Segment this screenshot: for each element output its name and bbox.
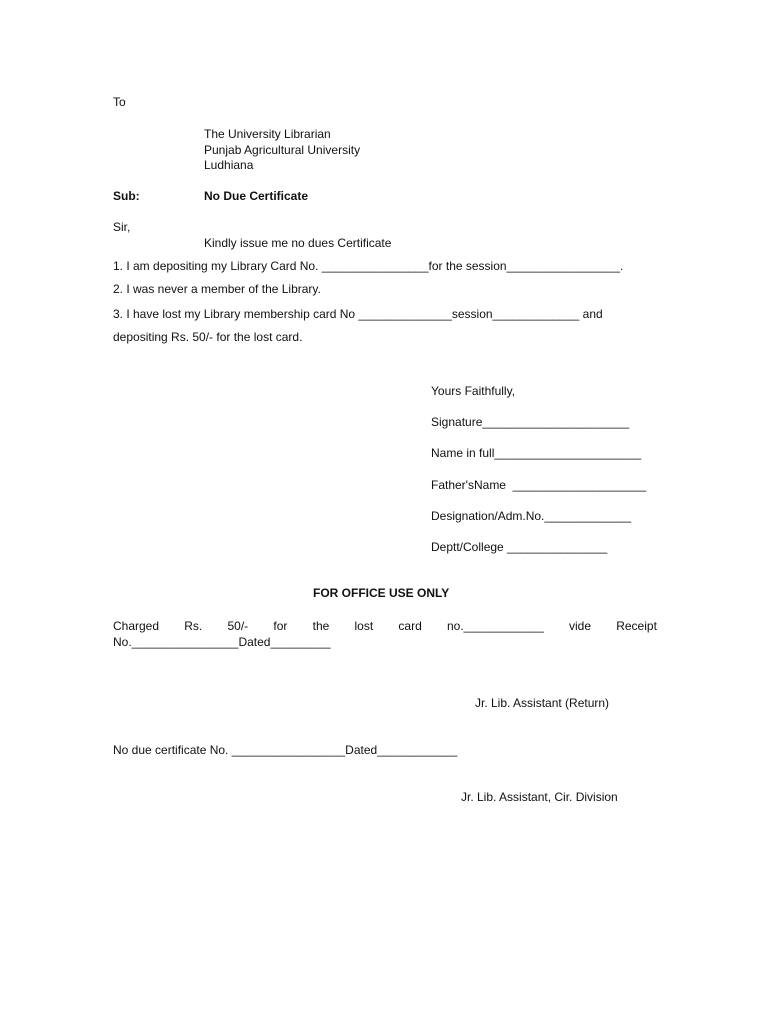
subject-label: Sub:	[113, 189, 140, 203]
charged-word: lost	[354, 619, 374, 633]
charged-line-continued: No.________________Dated_________	[113, 635, 331, 649]
option-1: 1. I am depositing my Library Card No. ________________for the session_________________.	[113, 259, 624, 273]
charged-word: Receipt	[616, 619, 657, 633]
no-due-certificate-line: No due certificate No. _________________Dated____________	[113, 743, 458, 757]
office-use-heading: FOR OFFICE USE ONLY	[313, 586, 450, 600]
charged-word: for	[273, 619, 288, 633]
option-2: 2. I was never a member of the Library.	[113, 282, 321, 296]
addressee-line-1: The University Librarian	[204, 127, 331, 141]
return-assistant-sign: Jr. Lib. Assistant (Return)	[475, 696, 610, 710]
closing: Yours Faithfully,	[431, 384, 516, 398]
circulation-assistant-sign: Jr. Lib. Assistant, Cir. Division	[461, 790, 618, 804]
request-text: Kindly issue me no dues Certificate	[204, 236, 392, 250]
addressee-line-3: Ludhiana	[204, 158, 254, 172]
option-3: 3. I have lost my Library membership card No ______________session_____________ and	[113, 307, 603, 321]
charged-line	[113, 619, 657, 633]
addressee-line-2: Punjab Agricultural University	[204, 143, 361, 157]
designation-field: Designation/Adm.No._____________	[431, 509, 632, 523]
charged-word: the	[312, 619, 330, 633]
charged-word: vide	[568, 619, 591, 633]
subject-text: No Due Certificate	[204, 189, 309, 203]
charged-word: Charged	[113, 619, 160, 633]
department-field: Deptt/College _______________	[431, 540, 608, 554]
option-3-continued: depositing Rs. 50/- for the lost card.	[113, 330, 303, 344]
greeting: Sir,	[113, 220, 131, 234]
charged-word: Rs.	[184, 619, 203, 633]
name-field: Name in full______________________	[431, 446, 642, 460]
charged-word: 50/-	[227, 619, 249, 633]
signature-field: Signature______________________	[431, 415, 630, 429]
charged-word: no.____________	[446, 619, 544, 633]
charged-word: card	[398, 619, 422, 633]
to-label: To	[113, 95, 126, 109]
father-name-field: Father'sName ____________________	[431, 478, 647, 492]
